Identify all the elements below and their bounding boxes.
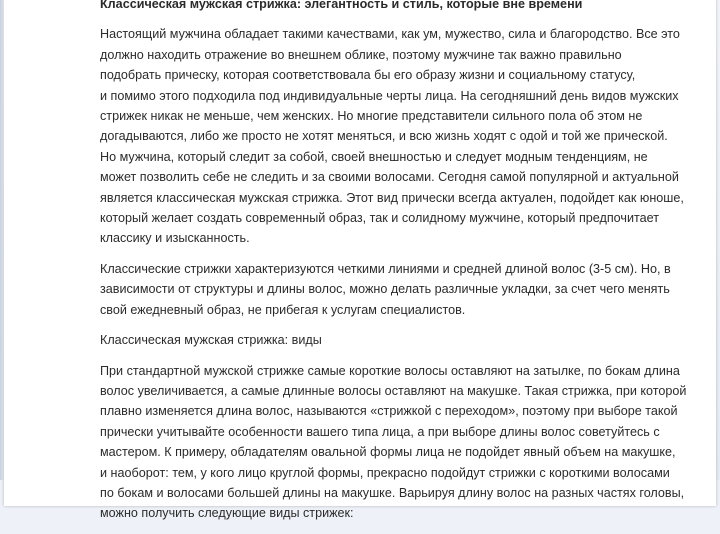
- paragraph-types: [100, 361, 690, 524]
- text-line: который желает создать современный образ, так и солидному мужчине, который предпочитает: [100, 211, 659, 226]
- document-page[interactable]: [4, 0, 716, 521]
- text-line: мастером. К примеру, обладателям овальной формы лица не подойдет явный объем на макушке,: [100, 445, 676, 460]
- text-line: волос увеличивается, а самые длинные волосы оставляют на макушке. Такая стрижка, при которой: [100, 383, 687, 398]
- text-line: догадываются, либо же просто не хотят меняться, и всю жизнь ходят с одой и той же прической.: [100, 129, 668, 144]
- text-line: должно находить отражение во внешнем облике, поэтому мужчине так важно правильно: [100, 47, 622, 62]
- text-line: и наоборот: тем, у кого лицо круглой формы, прекрасно подойдут стрижки с короткими волосами: [100, 465, 670, 480]
- text-line: Настоящий мужчина обладает такими качествами, как ум, мужество, сила и благородство. Все это: [100, 27, 680, 42]
- text-line: стрижек никак не меньше, чем женских. Но многие представители сильного пола об этом не: [100, 109, 643, 124]
- text-line: является классическая мужская стрижка. Этот вид прически всегда актуален, подойдет как юноше,: [100, 190, 684, 205]
- text-line: Классические стрижки характеризуются четкими линиями и средней длиной волос (3-5 см). Но, в: [100, 261, 671, 276]
- text-line: Но мужчина, который следит за собой, своей внешностью и следует модным тенденциям, не: [100, 149, 648, 164]
- text-line: можно получить следующие виды стрижек:: [100, 506, 354, 521]
- text-line: и помимо этого подходила под индивидуальные черты лица. На сегодняшний день видов мужских: [100, 88, 679, 103]
- text-line: по бокам и волосами большей длины на макушке. Варьируя длину волос на разных частях головы,: [100, 485, 685, 500]
- text-line: прически учитывайте особенности вашего типа лица, а при выборе длины волос советуйтесь с: [100, 424, 660, 439]
- text-line: зависимости от структуры и длины волос, можно делать различные укладки, за счет чего менять: [100, 282, 670, 297]
- paragraph-classic: [100, 259, 690, 320]
- window-edge: [0, 0, 3, 480]
- text-line: При стандартной мужской стрижке самые короткие волосы оставляют на затылке, по бокам длина: [100, 363, 680, 378]
- text-line: свой ежедневный образ, не прибегая к услугам специалистов.: [100, 302, 466, 317]
- text-line: классику и изысканность.: [100, 231, 250, 246]
- paragraph-intro: [100, 24, 690, 248]
- document-title: Классическая мужская стрижка: элегантность и стиль, которые вне времени: [100, 0, 583, 11]
- text-line: подобрать прическу, которая соответствовала бы его образу жизни и социальному статусу,: [100, 68, 636, 83]
- text-line: может позволить себе не следить и за своими волосами. Сегодня самой популярной и актуальной: [100, 170, 679, 185]
- section-subheading: Классическая мужская стрижка: виды: [100, 333, 322, 348]
- text-line: плавно изменяется длина волос, называются «стрижкой с переходом», поэтому при выборе такой: [100, 404, 678, 419]
- page-content: [100, 0, 690, 534]
